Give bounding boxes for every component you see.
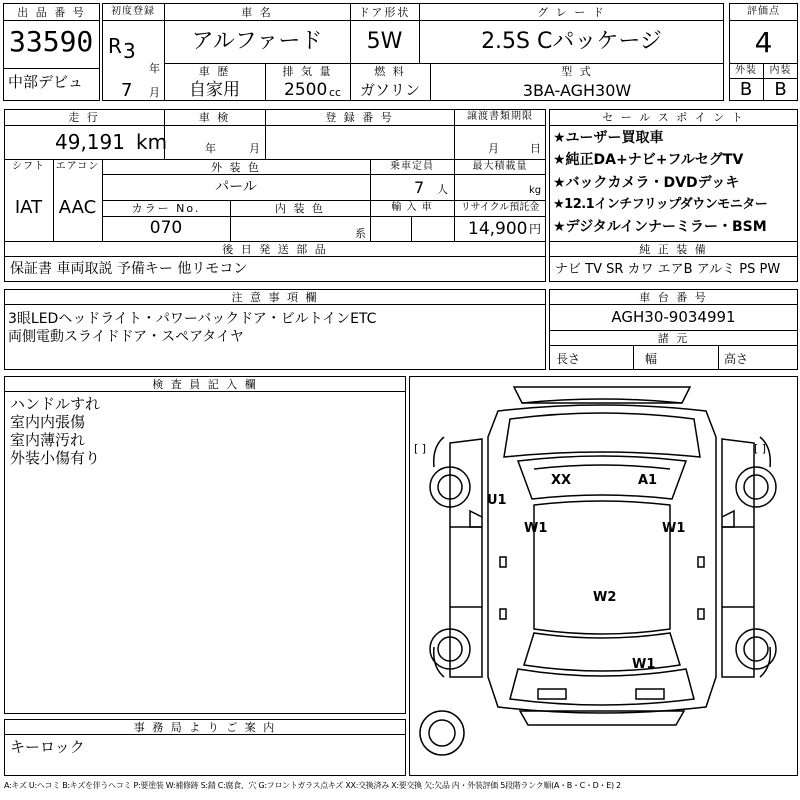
inspector-note: 室内内張傷 [10, 413, 86, 431]
inspection-month-unit: 月 [249, 142, 260, 155]
ac-label: エアコン [55, 161, 100, 172]
interior-grade: B [774, 79, 787, 100]
registration-label: 登 録 番 号 [325, 111, 394, 124]
mileage-label: 走 行 [68, 111, 100, 124]
displacement: 2500 [284, 80, 328, 100]
history: 自家用 [189, 80, 240, 100]
color-no: 070 [149, 218, 183, 238]
car-diagram-box [409, 376, 798, 776]
damage-mark: W1 [662, 521, 686, 536]
load-unit: kg [529, 185, 542, 196]
inspection-label: 車 検 [198, 111, 231, 124]
interior-color-label: 内 装 色 [275, 202, 325, 215]
chassis-number: AGH30-9034991 [611, 308, 736, 326]
capacity-label: 乗車定員 [390, 161, 434, 172]
car-outline-diagram [410, 377, 797, 775]
damage-mark: W2 [593, 590, 617, 605]
mileage-unit: km [136, 130, 168, 154]
ac: AAC [58, 197, 97, 218]
fuel: ガソリン [359, 81, 420, 99]
chassis-label: 車 台 番 号 [639, 291, 708, 304]
shift: IAT [14, 197, 43, 218]
first-reg-month: 7 [121, 80, 133, 101]
exterior-grade-label: 外装 [735, 65, 757, 76]
grade: 2.5S Cパッケージ [481, 29, 662, 54]
shift-label: シフト [12, 161, 45, 172]
recycle-label: リサイクル預託金 [460, 202, 540, 213]
type: 3BA-AGH30W [522, 81, 632, 100]
color-label: 外 装 色 [211, 161, 261, 174]
notes-line: 両側電動スライドドア・スペアタイヤ [8, 329, 244, 345]
height-label: 高さ [724, 352, 749, 366]
venue: 中部デビュ [8, 73, 84, 91]
inspector-note: 外装小傷有り [10, 449, 101, 467]
history-label: 車 歴 [198, 65, 231, 78]
doors: 5W [366, 29, 403, 54]
damage-mark: A1 [638, 473, 658, 488]
notes-line: 3眼LEDヘッドライト・パワーバックドア・ビルトインETC [8, 311, 377, 327]
model-name: アルファード [191, 29, 323, 54]
lot-number: 33590 [9, 25, 94, 58]
equipment-text: ナビ TV SR カワ エアB アルミ PS PW [555, 262, 781, 277]
dims-label: 諸 元 [657, 332, 690, 345]
transfer-day-unit: 日 [530, 142, 541, 155]
interior-grade-label: 内装 [769, 65, 792, 76]
score: 4 [754, 26, 773, 59]
recycle-unit: 円 [529, 222, 542, 236]
color: パール [215, 179, 257, 195]
exterior-grade: B [739, 79, 753, 100]
recycle-amount: 14,900 [468, 219, 528, 239]
interior-color-unit: 系 [355, 227, 366, 240]
model-label: 車 名 [241, 6, 273, 19]
doors-label: ドア形状 [358, 6, 411, 19]
sales-points-label: セ ー ル ス ポ イ ン ト [602, 111, 745, 124]
first-reg-year: 3 [123, 39, 136, 63]
office-text: キーロック [10, 738, 85, 756]
sales-point-item: ★デジタルインナーミラー・BSM [553, 219, 767, 235]
equipment-label: 純 正 装 備 [639, 243, 708, 256]
mileage: 49,191 [55, 130, 125, 154]
inspection-year-unit: 年 [205, 142, 216, 155]
capacity: 7 [414, 178, 425, 197]
notes-label: 注 意 事 項 欄 [231, 291, 319, 304]
color-no-label: カラー No. [131, 202, 201, 215]
damage-mark: U1 [487, 493, 507, 508]
displacement-unit: cc [329, 86, 342, 99]
sales-point-item: ★12.1インチフリップダウンモニター [553, 197, 768, 212]
lot-label: 出 品 番 号 [17, 6, 86, 19]
damage-mark: W1 [632, 657, 656, 672]
era: R [108, 34, 122, 58]
office-label: 事 務 局 よ り ご 案 内 [133, 721, 277, 734]
month-unit: 月 [149, 86, 160, 99]
damage-mark: XX [551, 473, 572, 488]
fuel-label: 燃 料 [374, 65, 406, 78]
inspector-label: 検 査 員 記 入 欄 [152, 378, 258, 391]
capacity-unit: 人 [437, 183, 448, 196]
first-reg-label: 初度登録 [111, 6, 155, 17]
transfer-month-unit: 月 [488, 142, 499, 155]
inspector-note: ハンドルすれ [10, 395, 101, 413]
later-parts-text: 保証書 車両取説 予備キー 他リモコン [10, 261, 248, 277]
inspector-note: 室内薄汚れ [10, 431, 86, 449]
type-label: 型 式 [561, 65, 593, 78]
sales-point-item: ★ユーザー買取車 [553, 130, 664, 146]
bracket-right-label: [ ] [754, 442, 767, 455]
import-label: 輸 入 車 [391, 202, 433, 213]
legend: A:キズ U:ヘコミ B:キズを伴うヘコミ P:要塗装 W:補修跡 S:錆 C:腐食、穴 G:フロントガラス点キズ XX:交換済み X:要交換 欠:欠品 内・外装評価 5段階ランク順(A・B・C・D・E) 2 [4, 781, 621, 790]
sales-point-item: ★バックカメラ・DVDデッキ [553, 175, 740, 191]
score-label: 評価点 [747, 6, 780, 17]
sales-point-item: ★純正DA+ナビ+フルセグTV [553, 152, 744, 168]
displacement-label: 排 気 量 [282, 65, 333, 78]
later-parts-label: 後 日 発 送 部 品 [222, 243, 328, 256]
length-label: 長さ [556, 352, 581, 366]
load-label: 最大積載量 [472, 161, 528, 172]
year-unit: 年 [149, 62, 160, 75]
transfer-label: 譲渡書類期限 [467, 111, 533, 122]
damage-mark: W1 [524, 521, 548, 536]
grade-label: グ レ ー ド [537, 6, 606, 19]
bracket-left-label: [ ] [414, 442, 427, 455]
width-label: 幅 [645, 352, 658, 366]
